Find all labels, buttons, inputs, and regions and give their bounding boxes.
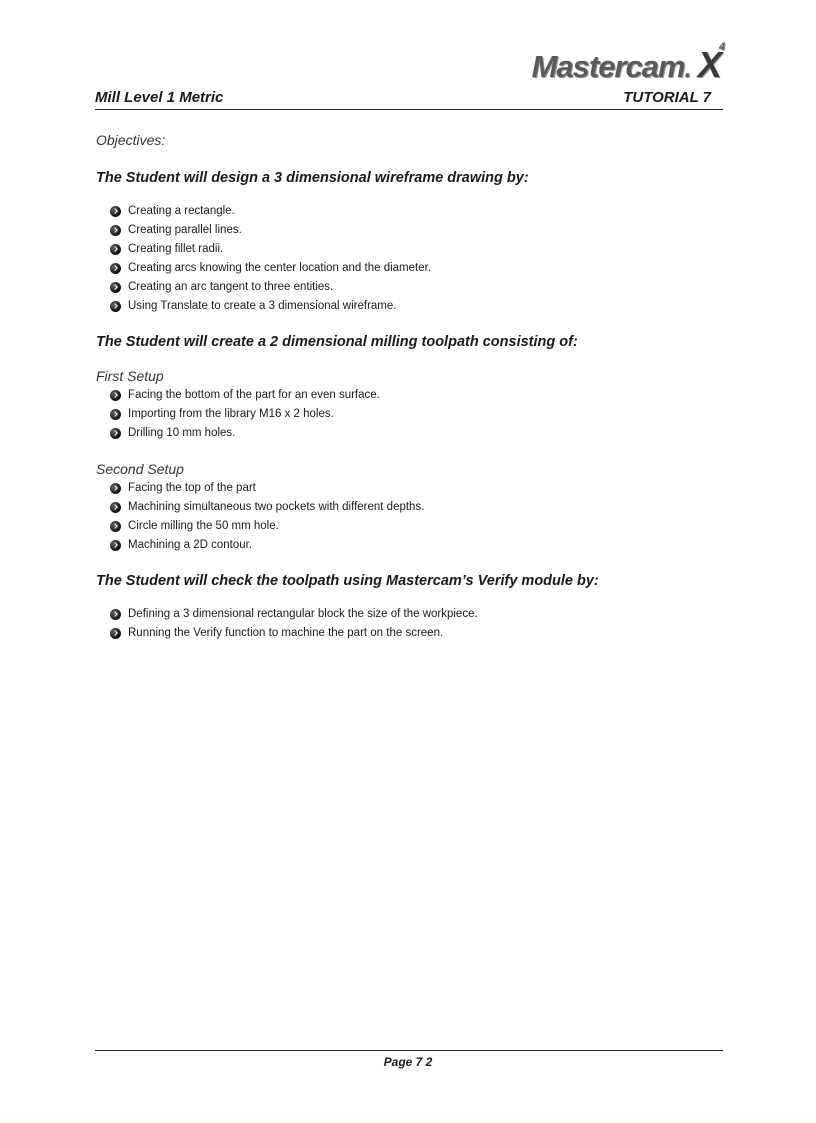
logo-dot: . — [684, 56, 691, 83]
first-setup-items-list — [96, 386, 736, 443]
arrow-bullet-icon — [110, 206, 121, 217]
first-setup-label: First Setup — [96, 368, 164, 384]
design-section-heading: The Student will design a 3 dimensional wireframe drawing by: — [96, 170, 529, 186]
list-item — [110, 536, 736, 555]
list-item — [110, 624, 736, 643]
verify-items-list — [96, 605, 736, 643]
logo-version: 4 — [718, 40, 724, 53]
arrow-bullet-icon — [110, 628, 121, 639]
list-item-text: Creating parallel lines. — [128, 224, 242, 236]
arrow-bullet-icon — [110, 244, 121, 255]
list-item-text: Creating a rectangle. — [128, 205, 235, 217]
second-setup-items-list — [96, 479, 736, 555]
list-item-text: Using Translate to create a 3 dimensional wireframe. — [128, 300, 397, 312]
list-item-text: Facing the top of the part — [128, 482, 256, 494]
list-item — [110, 405, 736, 424]
mastercam-logo — [531, 40, 724, 86]
objectives-label: Objectives: — [96, 132, 166, 148]
logo-brand: Mastercam — [531, 49, 685, 84]
arrow-bullet-icon — [110, 282, 121, 293]
arrow-bullet-icon — [110, 409, 121, 420]
arrow-bullet-icon — [110, 301, 121, 312]
arrow-bullet-icon — [110, 428, 121, 439]
list-item — [110, 278, 736, 297]
header-tutorial-title: TUTORIAL 7 — [623, 89, 711, 106]
list-item-text: Circle milling the 50 mm hole. — [128, 520, 279, 532]
toolpath-section-heading: The Student will create a 2 dimensional milling toolpath consisting of: — [96, 334, 578, 350]
header-course-title: Mill Level 1 Metric — [95, 89, 224, 106]
list-item-text: Defining a 3 dimensional rectangular block the size of the workpiece. — [128, 608, 478, 620]
second-setup-label: Second Setup — [96, 461, 184, 477]
list-item-text: Importing from the library M16 x 2 holes. — [128, 408, 334, 420]
list-item — [110, 605, 736, 624]
page-number: Page 7 2 — [383, 1055, 433, 1069]
list-item — [110, 479, 736, 498]
list-item — [110, 386, 736, 405]
list-item-text: Creating an arc tangent to three entities. — [128, 281, 334, 293]
footer-divider — [95, 1050, 723, 1051]
list-item-text: Running the Verify function to machine the part on the screen. — [128, 627, 444, 639]
verify-section-heading: The Student will check the toolpath using Mastercam’s Verify module by: — [96, 573, 599, 589]
arrow-bullet-icon — [110, 390, 121, 401]
arrow-bullet-icon — [110, 502, 121, 513]
list-item-text: Drilling 10 mm holes. — [128, 427, 236, 439]
arrow-bullet-icon — [110, 225, 121, 236]
list-item-text: Creating arcs knowing the center location and the diameter. — [128, 262, 432, 274]
list-item — [110, 202, 736, 221]
list-item-text: Facing the bottom of the part for an even surface. — [128, 389, 380, 401]
logo-x-mark: X — [697, 44, 721, 85]
arrow-bullet-icon — [110, 483, 121, 494]
page-header — [95, 85, 723, 110]
page-content — [96, 132, 736, 661]
list-item-text: Machining a 2D contour. — [128, 539, 253, 551]
list-item — [110, 424, 736, 443]
arrow-bullet-icon — [110, 263, 121, 274]
arrow-bullet-icon — [110, 521, 121, 532]
arrow-bullet-icon — [110, 540, 121, 551]
list-item — [110, 259, 736, 278]
list-item — [110, 240, 736, 259]
page-edge-decoration — [0, 1117, 816, 1123]
design-items-list — [96, 202, 736, 316]
list-item — [110, 517, 736, 536]
list-item — [110, 221, 736, 240]
arrow-bullet-icon — [110, 609, 121, 620]
list-item — [110, 297, 736, 316]
list-item-text: Creating fillet radii. — [128, 243, 224, 255]
list-item — [110, 498, 736, 517]
list-item-text: Machining simultaneous two pockets with different depths. — [128, 501, 425, 513]
